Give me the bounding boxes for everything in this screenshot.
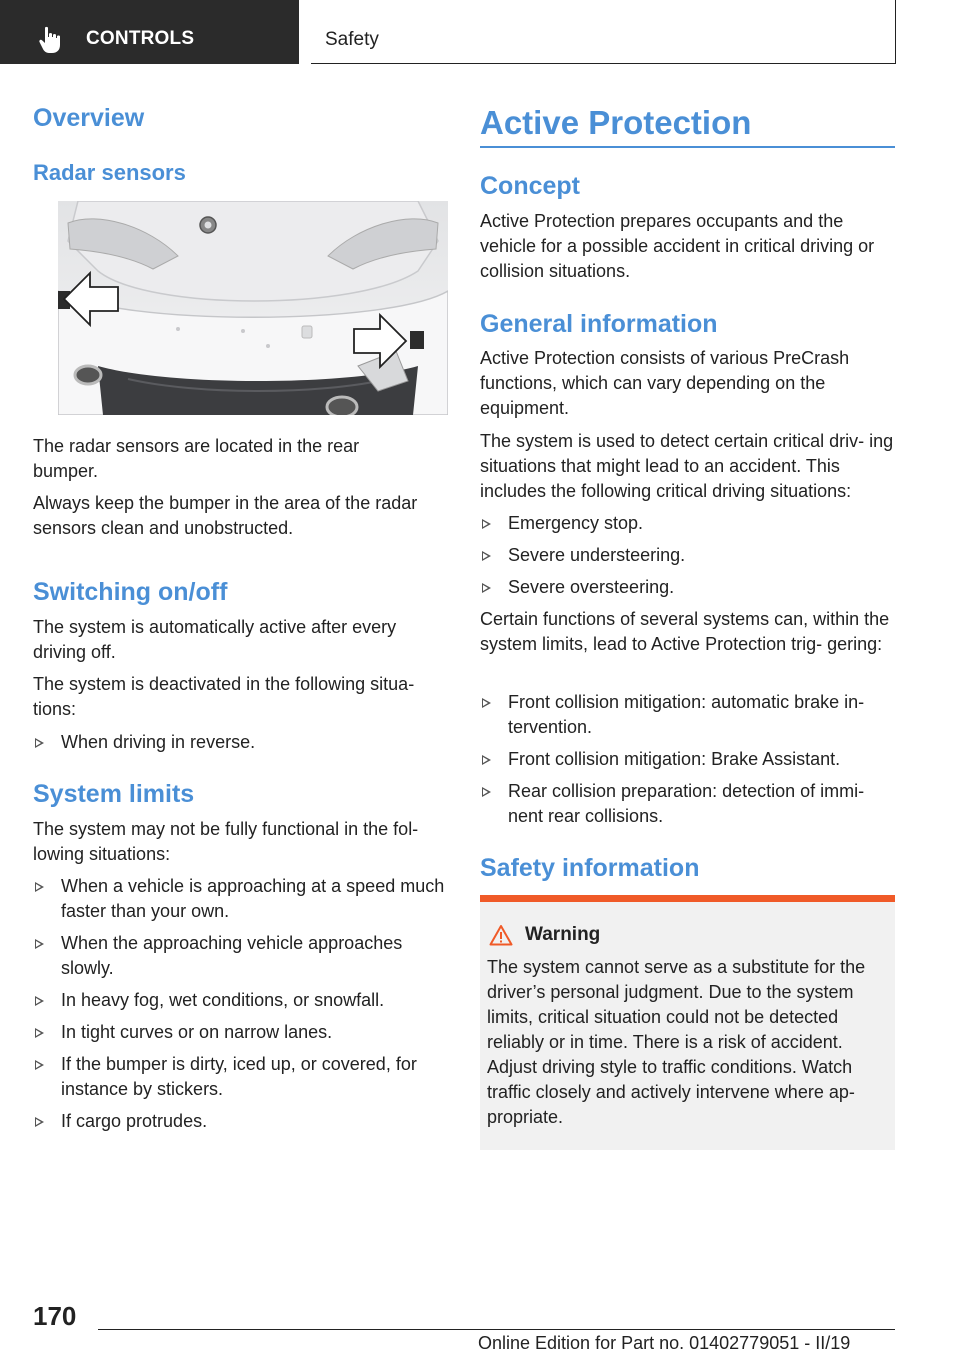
triangle-bullet-icon <box>482 787 491 797</box>
section-header <box>311 0 896 64</box>
list-item: Rear collision preparation: detection of immi‐ nent rear collisions. <box>480 779 895 829</box>
main-heading: Active Protection <box>480 104 752 141</box>
warning-text: The system cannot serve as a substitute for the driver’s personal judgment. Due to the system limits, critical situation could not be detected reliably or in time. There is a risk of accident. Adjust driving style to traffic conditions. Watch traffic closely and actively intervene where ap‐ propriate. <box>487 957 866 1127</box>
triangle-bullet-icon <box>35 939 44 949</box>
triangle-bullet-icon <box>482 519 491 529</box>
general-paragraph-1: Active Protection consists of various PreCrash functions, which can vary depending on the equipment. <box>480 348 850 418</box>
switching-paragraph-2: The system is deactivated in the following situa‐ tions: <box>33 674 415 719</box>
triangle-bullet-icon <box>482 755 491 765</box>
triangle-bullet-icon <box>35 1117 44 1127</box>
list-item: In tight curves or on narrow lanes. <box>33 1020 447 1045</box>
triangle-bullet-icon <box>35 1028 44 1038</box>
warning-bar <box>480 895 895 902</box>
triangle-bullet-icon <box>35 882 44 892</box>
general-paragraph-2: The system is used to detect certain critical driv‐ ing situations that might lead to an accident. This includes the following critical driving situations: <box>480 431 894 501</box>
list-item: If the bumper is dirty, iced up, or covered, for instance by stickers. <box>33 1052 447 1102</box>
triangle-bullet-icon <box>482 698 491 708</box>
list-item: Severe oversteering. <box>480 575 895 600</box>
radar-paragraph-1: The radar sensors are located in the rear bumper. <box>33 436 360 481</box>
list-item: When the approaching vehicle approaches slowly. <box>33 931 447 981</box>
general-heading: General information <box>480 310 718 338</box>
radar-paragraph-2: Always keep the bumper in the area of the radar sensors clean and unobstructed. <box>33 493 418 538</box>
triangle-bullet-icon <box>35 738 44 748</box>
hand-pointer-icon <box>38 26 64 54</box>
list-item: Emergency stop. <box>480 511 895 536</box>
functions-list <box>480 690 895 829</box>
concept-heading: Concept <box>480 172 580 200</box>
list-item: Front collision mitigation: automatic brake in‐ tervention. <box>480 690 895 740</box>
concept-paragraph: Active Protection prepares occupants and the vehicle for a possible accident in critical driving or collision situations. <box>480 211 875 281</box>
situations-list <box>480 511 895 600</box>
heading-rule <box>480 146 895 148</box>
triangle-bullet-icon <box>35 1060 44 1070</box>
rear-bumper-image <box>58 201 448 415</box>
general-paragraph-3: Certain functions of several systems can, within the system limits, lead to Active Protection trig‐ gering: <box>480 609 890 654</box>
list-item: In heavy fog, wet conditions, or snowfall. <box>33 988 447 1013</box>
warning-label: Warning <box>525 924 601 945</box>
limits-paragraph: The system may not be fully functional in the fol‐ lowing situations: <box>33 819 419 864</box>
chapter-tab[interactable] <box>0 0 299 64</box>
triangle-bullet-icon <box>482 583 491 593</box>
list-item: Severe understeering. <box>480 543 895 568</box>
list-item: If cargo protrudes. <box>33 1109 447 1134</box>
warning-box <box>480 895 895 1150</box>
overview-heading: Overview <box>33 104 145 132</box>
footer-rule <box>98 1329 895 1330</box>
page-number: 170 <box>33 1301 77 1331</box>
edition-text: Online Edition for Part no. 01402779051 - II/19 <box>478 1333 851 1353</box>
warning-triangle-icon <box>489 924 513 946</box>
section-label: Safety <box>325 29 379 50</box>
triangle-bullet-icon <box>482 551 491 561</box>
triangle-bullet-icon <box>35 996 44 1006</box>
radar-heading: Radar sensors <box>33 160 186 185</box>
list-item: When driving in reverse. <box>33 730 447 755</box>
chapter-label: CONTROLS <box>86 28 195 49</box>
switching-paragraph-1: The system is automatically active after every driving off. <box>33 617 397 662</box>
switching-list <box>33 730 447 755</box>
safety-heading: Safety information <box>480 854 700 882</box>
switching-heading: Switching on/off <box>33 578 228 606</box>
list-item: Front collision mitigation: Brake Assistant. <box>480 747 895 772</box>
list-item: When a vehicle is approaching at a speed much faster than your own. <box>33 874 447 924</box>
limits-list <box>33 874 447 1134</box>
limits-heading: System limits <box>33 780 195 808</box>
